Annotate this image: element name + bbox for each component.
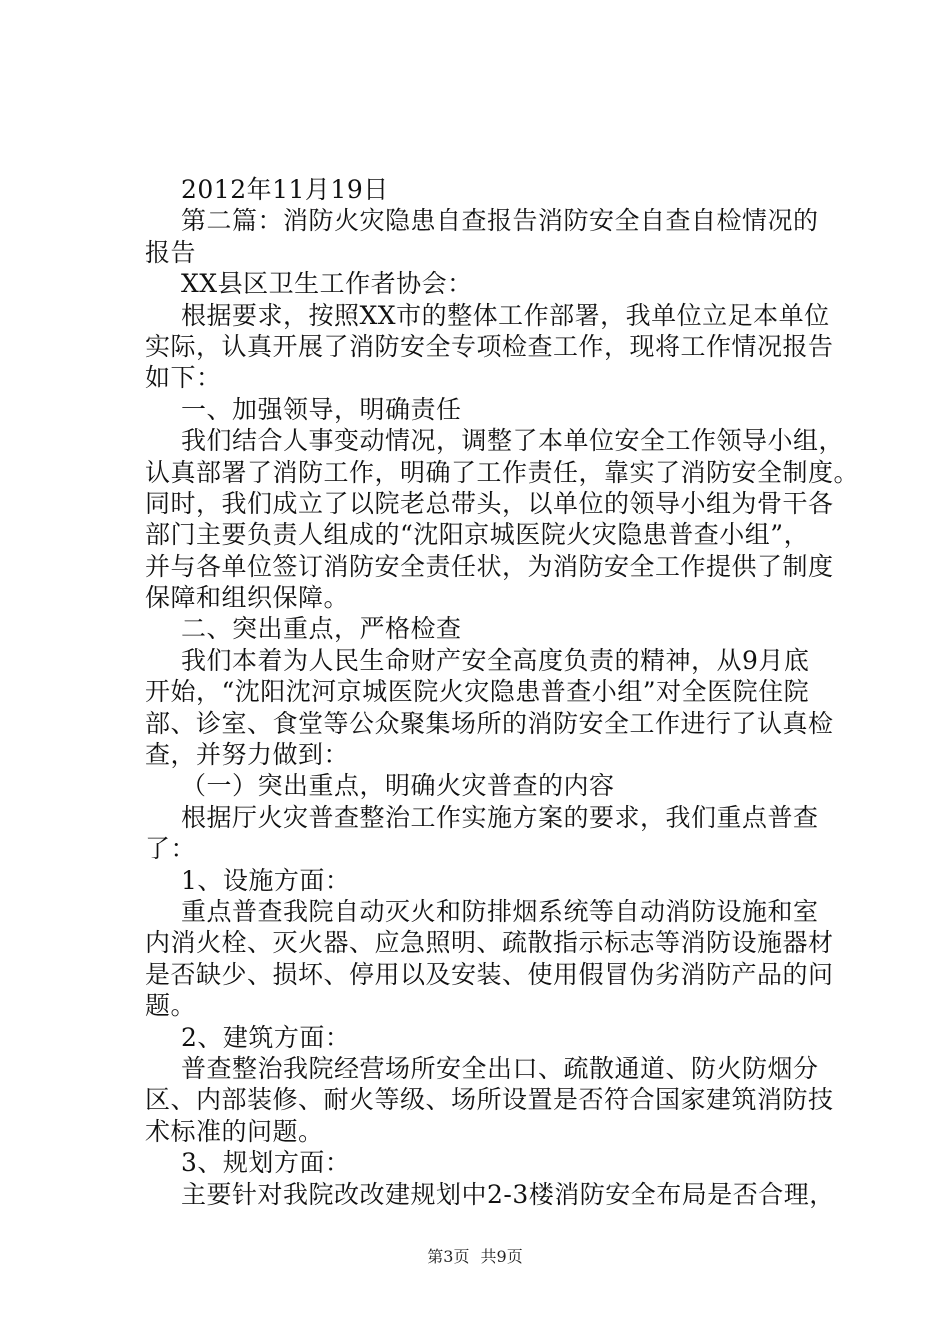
document-body bbox=[145, 174, 860, 1210]
text-line: 内消火栓、灭火器、应急照明、疏散指示标志等消防设施器材 bbox=[145, 928, 834, 958]
text-line: 我们结合人事变动情况，调整了本单位安全工作领导小组， bbox=[181, 426, 845, 456]
text-line: 重点普查我院自动灭火和防排烟系统等自动消防设施和室 bbox=[181, 896, 819, 926]
text-line: 并与各单位签订消防安全责任状，为消防安全工作提供了制度 bbox=[145, 551, 834, 581]
text-line: 如下： bbox=[145, 363, 222, 393]
text-line: 我们本着为人民生命财产安全高度负责的精神，从9月底 bbox=[181, 645, 810, 675]
text-line: 同时，我们成立了以院老总带头，以单位的领导小组为骨干各 bbox=[145, 488, 834, 518]
text-line: 认真部署了消防工作，明确了工作责任，靠实了消防安全制度。 bbox=[145, 457, 860, 487]
text-line: 部、诊室、食堂等公众聚集场所的消防安全工作进行了认真检 bbox=[145, 708, 834, 738]
text-line: 开始，“沈阳沈河京城医院火灾隐患普查小组”对全医院住院 bbox=[145, 677, 810, 707]
text-line: 查，并努力做到： bbox=[145, 740, 350, 770]
text-line: 实际，认真开展了消防安全专项检查工作，现将工作情况报告 bbox=[145, 331, 834, 361]
text-line: 一、加强领导，明确责任 bbox=[181, 394, 462, 424]
text-line: 部门主要负责人组成的“沈阳京城医院火灾隐患普查小组”， bbox=[145, 520, 810, 550]
text-line: 根据要求，按照XX市的整体工作部署，我单位立足本单位 bbox=[181, 300, 830, 330]
text-line: 1、设施方面： bbox=[181, 865, 351, 895]
text-line: 是否缺少、损坏、停用以及安装、使用假冒伪劣消防产品的问 bbox=[145, 959, 834, 989]
text-line: 报告 bbox=[145, 237, 197, 267]
text-line: 主要针对我院改改建规划中2-3楼消防安全布局是否合理， bbox=[181, 1179, 835, 1209]
page-footer bbox=[0, 1244, 950, 1267]
page-total: 共9页 bbox=[480, 1247, 523, 1266]
text-line: 根据厅火灾普查整治工作实施方案的要求，我们重点普查 bbox=[181, 802, 819, 832]
text-line: 保障和组织保障。 bbox=[145, 583, 350, 613]
text-line: （一）突出重点，明确火灾普查的内容 bbox=[181, 771, 615, 801]
text-line: 了： bbox=[145, 834, 197, 864]
text-line: 第二篇：消防火灾隐患自查报告消防安全自查自检情况的 bbox=[181, 206, 819, 236]
text-line: 二、突出重点，严格检查 bbox=[181, 614, 462, 644]
text-line: 2、建筑方面： bbox=[181, 1022, 351, 1052]
text-line: XX县区卫生工作者协会： bbox=[181, 269, 473, 299]
text-line: 区、内部装修、耐火等级、场所设置是否符合国家建筑消防技 bbox=[145, 1085, 834, 1115]
text-line: 2012年11月19日 bbox=[181, 175, 389, 204]
text-line: 术标准的问题。 bbox=[145, 1116, 324, 1146]
text-line: 题。 bbox=[145, 991, 197, 1021]
text-line: 普查整治我院经营场所安全出口、疏散通道、防火防烟分 bbox=[181, 1053, 819, 1083]
text-line: 3、规划方面： bbox=[181, 1148, 351, 1178]
page-number: 第3页 bbox=[427, 1247, 470, 1266]
